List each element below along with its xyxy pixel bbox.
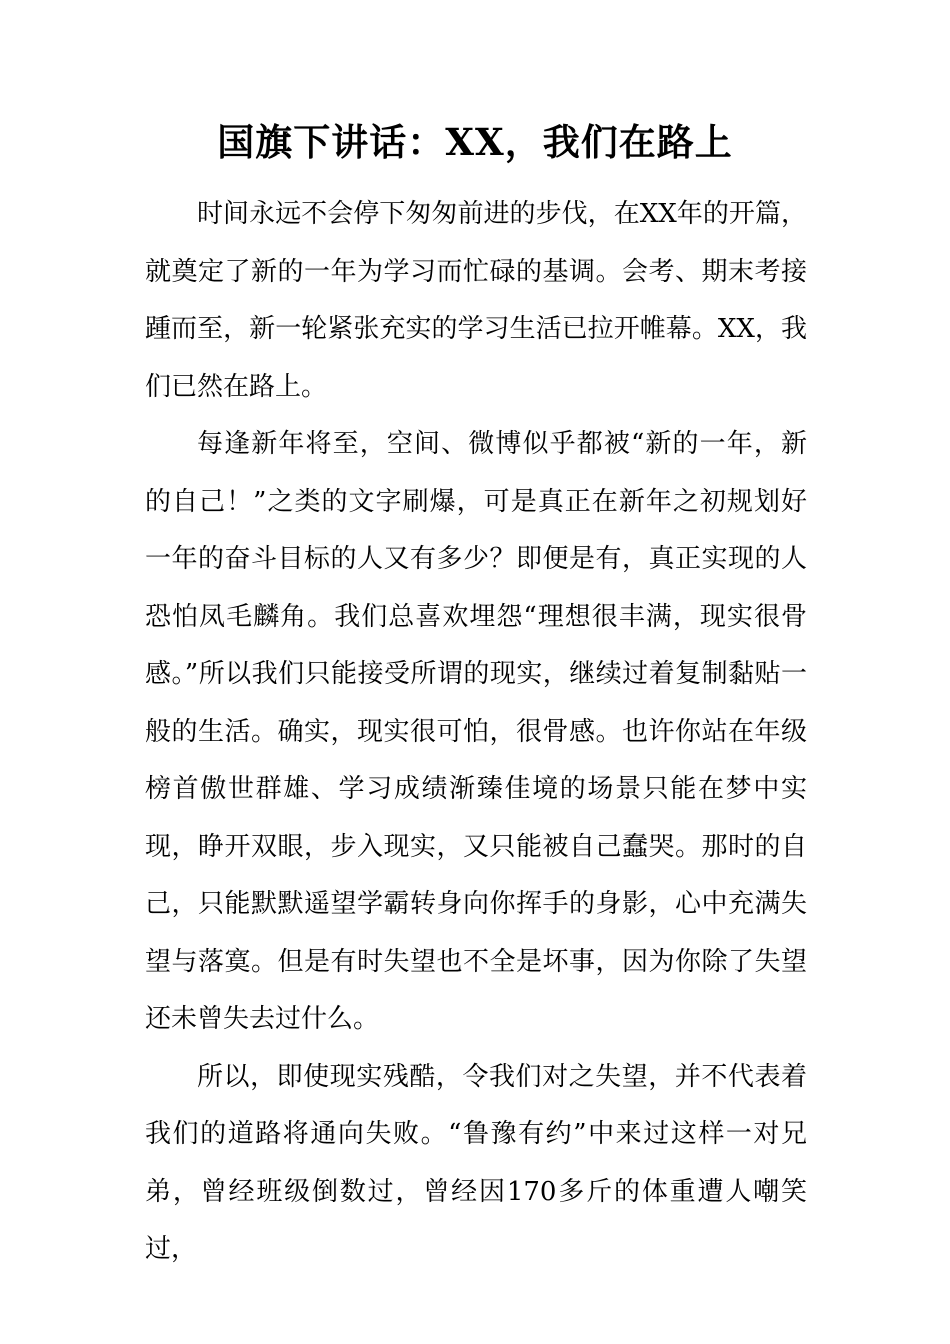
paragraph-3: 所以，即使现实残酷，令我们对之失望，并不代表着我们的道路将通向失败。“鲁豫有约”中来过这样一对兄弟，曾经班级倒数过，曾经因170多斤的体重遭人嘲笑过， [145, 1061, 807, 1264]
paragraph-1: 时间永远不会停下匆匆前进的步伐，在XX年的开篇，就奠定了新的一年为学习而忙碌的基调。会考、期末考接踵而至，新一轮紧张充实的学习生活已拉开帷幕。XX，我们已然在路上。 [145, 199, 807, 402]
document-title: 国旗下讲话：XX，我们在路上 [217, 120, 733, 164]
paragraph-2: 每逢新年将至，空间、微博似乎都被“新的一年，新的自己！”之类的文字刷爆，可是真正在新年之初规划好一年的奋斗目标的人又有多少？即便是有，真正实现的人恐怕凤毛麟角。我们总喜欢埋怨“理想很丰满，现实很骨感。”所以我们只能接受所谓的现实，继续过着复制黏贴一般的生活。确实，现实很可怕，很骨感。也许你站在年级榜首傲世群雄、学习成绩渐臻佳境的场景只能在梦中实现，睁开双眼，步入现实，又只能被自己蠢哭。那时的自己，只能默默遥望学霸转身向你挥手的身影，心中充满失望与落寞。但是有时失望也不全是坏事，因为你除了失望还未曾失去过什么。 [145, 429, 807, 1034]
document-body [145, 186, 807, 1279]
